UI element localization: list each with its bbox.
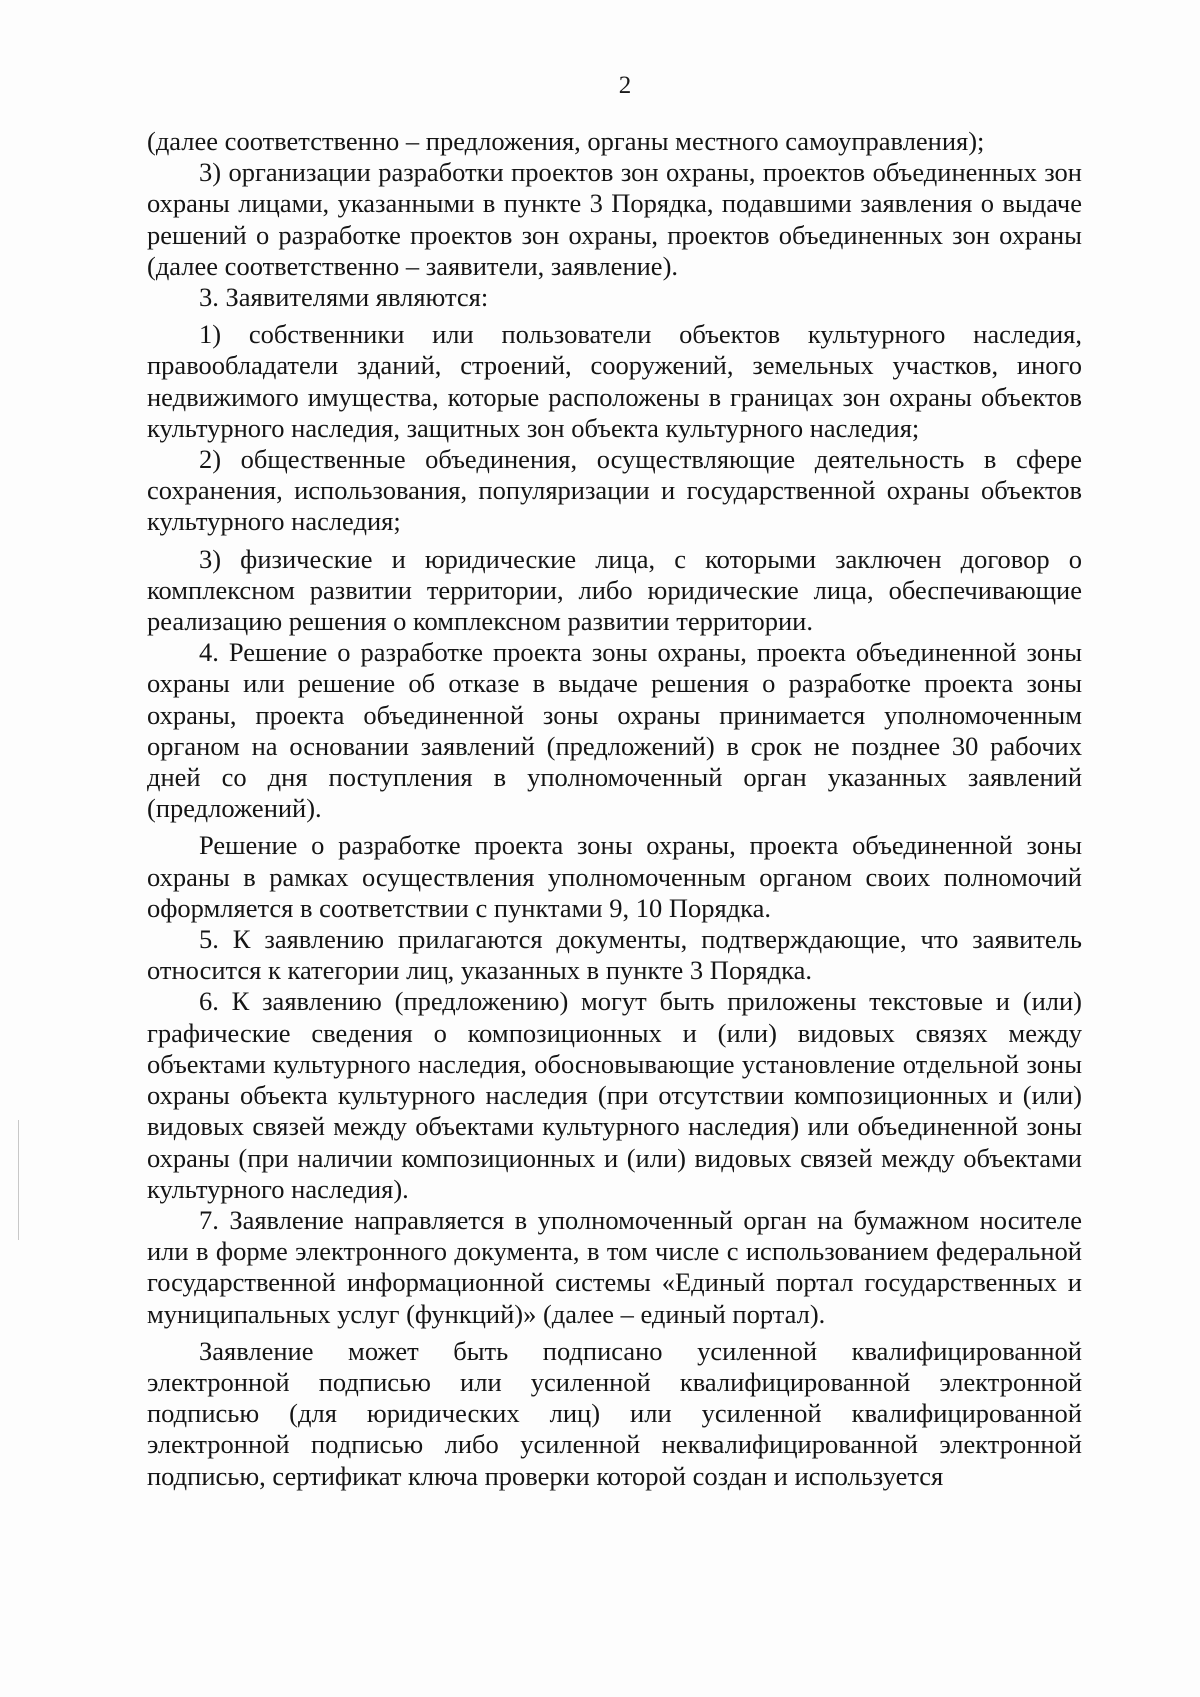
paragraph-item-3: 3. Заявителями являются: [199,282,489,313]
paragraph-applicants-1: 1) собственники или пользователи объектов культурного наследия, правообладатели зданий, строений, сооружений, земельных участков, иного недвижимого имущества, которые расположены в границах зон охраны объектов культурного наследия, защитных зон объекта культурного наследия; [147,319,1082,443]
paragraph-item-6: 6. К заявлению (предложению) могут быть приложены текстовые и (или) графические сведения о композиционных и (или) видовых связях между объектами культурного наследия, обосновывающие установление отдельной зоны охраны объекта культурного наследия (при отсутствии композиционных и (или) видовых связей между объектами культурного наследия) или объединенной зоны охраны (при наличии композиционных и (или) видовых связей между объектами культурного наследия). [147,986,1082,1204]
paragraph-applicants-2: 2) общественные объединения, осуществляющие деятельность в сфере сохранения, использования, популяризации и государственной охраны объектов культурного наследия; [147,444,1082,537]
paragraph-item-4: 4. Решение о разработке проекта зоны охраны, проекта объединенной зоны охраны или решение об отказе в выдаче решения о разработке проекта зоны охраны, проекта объединенной зоны охраны принимается уполномоченным органом на основании заявлений (предложений) в срок не позднее 30 рабочих дней со дня поступления в уполномоченный орган указанных заявлений (предложений). [147,637,1082,824]
paragraph-subitem-3: 3) организации разработки проектов зон охраны, проектов объединенных зон охраны лицами, указанными в пункте 3 Порядка, подавшими заявления о выдаче решений о разработке проектов зон охраны, проектов объединенных зон охраны (далее соответственно – заявители, заявление). [147,157,1082,281]
paragraph-continuation: (далее соответственно – предложения, органы местного самоуправления); [147,126,985,156]
scan-margin-line [18,1120,19,1240]
paragraph-item-5: 5. К заявлению прилагаются документы, подтверждающие, что заявитель относится к категории лиц, указанных в пункте 3 Порядка. [147,924,1082,986]
paragraph-applicants-3: 3) физические и юридические лица, с которыми заключен договор о комплексном развитии территории, либо юридические лица, обеспечивающие реализацию решения о комплексном развитии территории. [147,543,1082,637]
document-body [147,126,1082,1492]
paragraph-signature: Заявление может быть подписано усиленной квалифицированной электронной подписью или усиленной квалифицированной электронной подписью (для юридических лиц) или усиленной квалифицированной электронной подписью либо усиленной неквалифицированной электронной подписью, сертификат ключа проверки которой создан и используется [147,1335,1082,1491]
page-number: 2 [618,72,632,99]
paragraph-item-7: 7. Заявление направляется в уполномоченный орган на бумажном носителе или в форме электронного документа, в том числе с использованием федеральной государственной информационной системы «Единый портал государственных и муниципальных услуг (функций)» (далее – единый портал). [147,1204,1082,1329]
paragraph-item-4-decision: Решение о разработке проекта зоны охраны, проекта объединенной зоны охраны в рамках осуществления уполномоченным органом своих полномочий оформляется в соответствии с пунктами 9, 10 Порядка. [147,830,1082,923]
